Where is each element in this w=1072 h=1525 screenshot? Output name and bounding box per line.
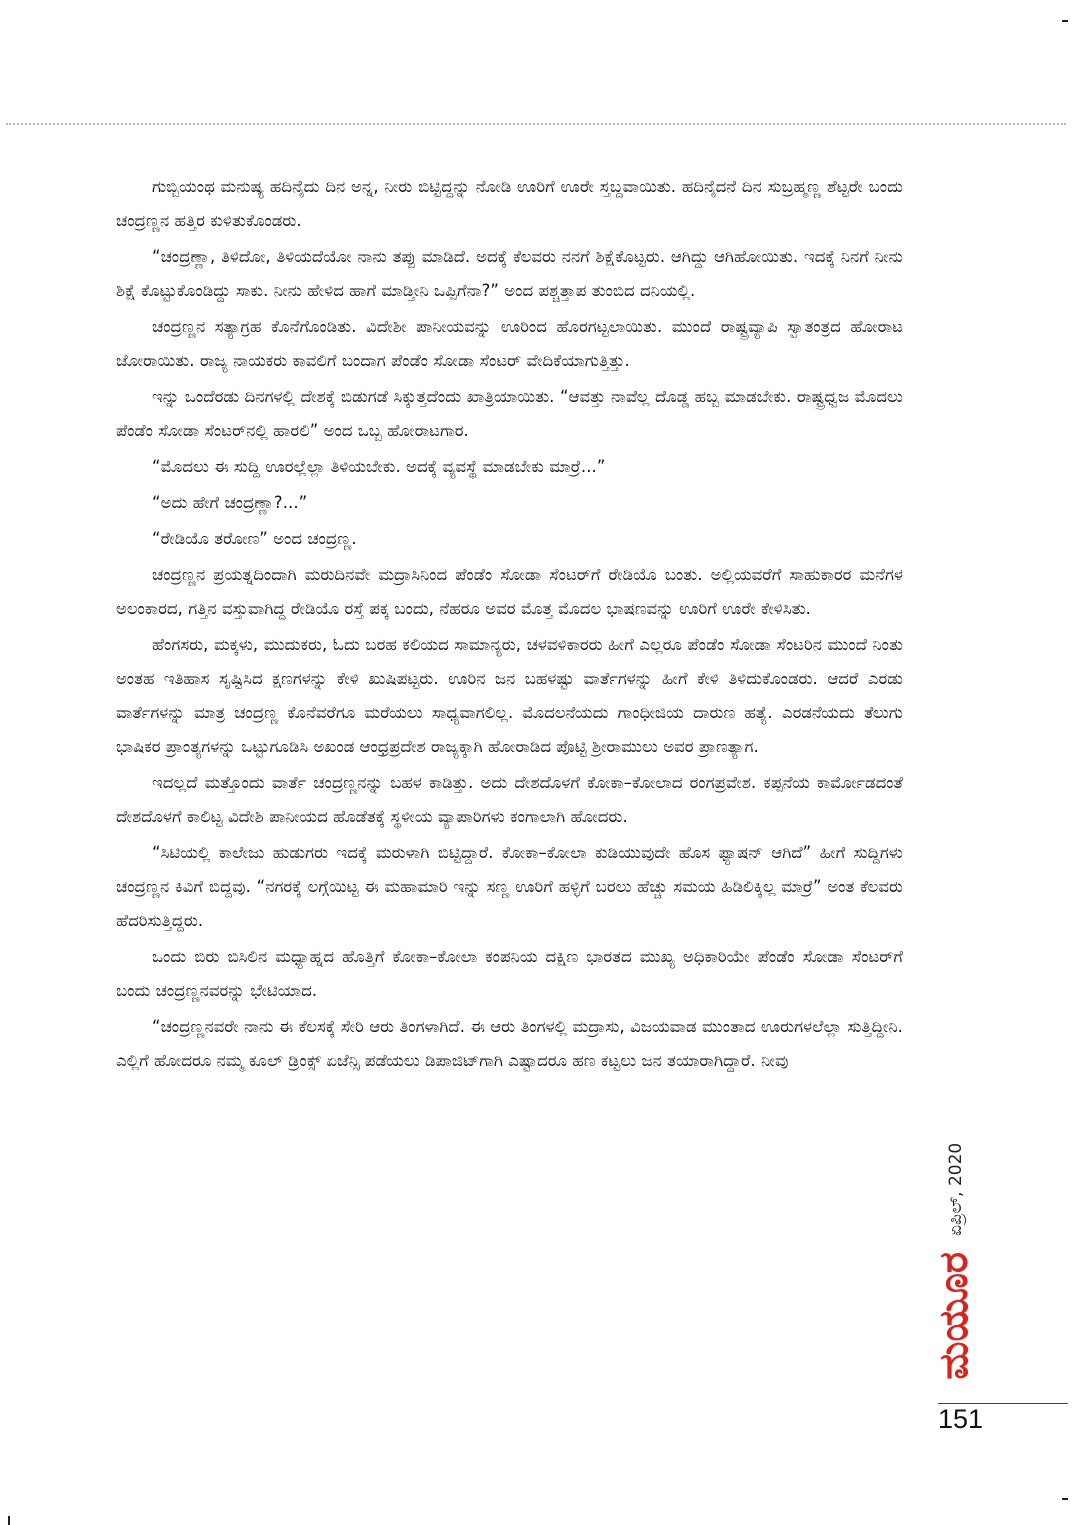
header-dotted-rule <box>6 123 1066 125</box>
sidebar-masthead <box>914 1092 977 1398</box>
issue-date: ಏಪ್ರಿಲ್, 2020 <box>946 1142 966 1236</box>
paragraph: “ಮೊದಲು ಈ ಸುದ್ದಿ ಊರಲ್ಲೆಲ್ಲಾ ತಿಳಿಯಬೇಕು. ಅದಕ್ಕೆ ವ್ಯವಸ್ಥೆ ಮಾಡಬೇಕು ಮಾರ್‍ರೆ...” <box>152 457 606 476</box>
paragraph: ಹೆಂಗಸರು, ಮಕ್ಕಳು, ಮುದುಕರು, ಓದು ಬರಹ ಕಲಿಯದ ಸಾಮಾನ್ಯರು, ಚಳವಳಿಕಾರರು ಹೀಗೆ ಎಲ್ಲರೂ ಪೆಂಡೆಂ ಸೋಡಾ ಸೆಂಟರಿನ ಮುಂದೆ ನಿಂತು ಅಂತಹ ಇತಿಹಾಸ ಸೃಷ್ಟಿಸಿದ ಕ್ಷಣಗಳನ್ನು ಕೇಳಿ ಖುಷಿಪಟ್ಟರು. ಊರಿನ ಜನ ಬಹಳಷ್ಟು ವಾರ್ತೆಗಳನ್ನು ಹೀಗೆ ಕೇಳಿ ತಿಳಿದುಕೊಂಡರು. ಆದರೆ ಎರಡು ವಾರ್ತೆಗಳನ್ನು ಮಾತ್ರ ಚಂದ್ರಣ್ಣ ಕೊನೆವರೆಗೂ ಮರೆಯಲು ಸಾಧ್ಯವಾಗಲಿಲ್ಲ. ಮೊದಲನೆಯದು ಗಾಂಧೀಜಿಯ ದಾರುಣ ಹತ್ಯೆ. ಎರಡನೆಯದು ತೆಲುಗು ಭಾಷಿಕರ ಪ್ರಾಂತ್ಯಗಳನ್ನು ಒಟ್ಟುಗೂಡಿಸಿ ಅಖಂಡ ಆಂಧ್ರಪ್ರದೇಶ ರಾಜ್ಯಕ್ಕಾಗಿ ಹೋರಾಡಿದ ಪೊಟ್ಟಿ ಶ್ರೀರಾಮುಲು ಅವರ ಪ್ರಾಣತ್ಯಾಗ. <box>116 635 903 756</box>
crop-mark-bottom-right <box>1062 1498 1068 1500</box>
paragraph: “ಚಂದ್ರಣ್ಣಾ, ತಿಳಿದೋ, ತಿಳಿಯದೆಯೋ ನಾನು ತಪ್ಪು ಮಾಡಿದೆ. ಅದಕ್ಕೆ ಕೆಲವರು ನನಗೆ ಶಿಕ್ಷೆಕೊಟ್ಟರು. ಆಗಿದ್ದು ಆಗಿಹೋಯಿತು. ಇದಕ್ಕೆ ನಿನಗೆ ನೀನು ಶಿಕ್ಷೆ ಕೊಟ್ಟುಕೊಂಡಿದ್ದು ಸಾಕು. ನೀನು ಹೇಳಿದ ಹಾಗೆ ಮಾಡ್ತೀನಿ ಒಪ್ಪಿಗೆನಾ?” ಅಂದ ಪಶ್ಚತ್ತಾಪ ತುಂಬಿದ ದನಿಯಲ್ಲಿ. <box>116 247 903 300</box>
paragraph: ಒಂದು ಬಿರು ಬಿಸಿಲಿನ ಮಧ್ಯಾಹ್ನದ ಹೊತ್ತಿಗೆ ಕೋಕಾ–ಕೋಲಾ ಕಂಪನಿಯ ದಕ್ಷಿಣ ಭಾರತದ ಮುಖ್ಯ ಅಧಿಕಾರಿಯೇ ಪೆಂಡೆಂ ಸೋಡಾ ಸೆಂಟರ್‌ಗೆ ಬಂದು ಚಂದ್ರಣ್ಣನವರನ್ನು ಭೇಟಿಯಾದ. <box>116 947 903 1000</box>
paragraph: “ಸಿಟಿಯಲ್ಲಿ ಕಾಲೇಜು ಹುಡುಗರು ಇದಕ್ಕೆ ಮರುಳಾಗಿ ಬಿಟ್ಟಿದ್ದಾರೆ. ಕೋಕಾ–ಕೋಲಾ ಕುಡಿಯುವುದೇ ಹೊಸ ಫ್ಯಾಷನ್ ಆಗಿದೆ” ಹೀಗೆ ಸುದ್ದಿಗಳು ಚಂದ್ರಣ್ಣನ ಕಿವಿಗೆ ಬಿದ್ದವು. “ನಗರಕ್ಕೆ ಲಗ್ಗೆಯಿಟ್ಟ ಈ ಮಹಾಮಾರಿ ಇನ್ನು ಸಣ್ಣ ಊರಿಗೆ ಹಳ್ಳಿಗೆ ಬರಲು ಹೆಚ್ಚು ಸಮಯ ಹಿಡಿಲಿಕ್ಕಿಲ್ಲ ಮಾರ್‍ರೆ” ಅಂತ ಕೆಲವರು ಹೆದರಿಸುತ್ತಿದ್ದರು. <box>116 843 903 930</box>
crop-mark-bottom-left <box>8 1516 10 1525</box>
page-number: 151 <box>938 1404 984 1434</box>
crop-mark-top-right <box>1062 20 1068 22</box>
paragraph: “ಅದು ಹೇಗೆ ಚಂದ್ರಣ್ಣಾ?...” <box>152 493 308 512</box>
paragraph: ಇದಲ್ಲದೆ ಮತ್ತೊಂದು ವಾರ್ತೆ ಚಂದ್ರಣ್ಣನನ್ನು ಬಹಳ ಕಾಡಿತ್ತು. ಅದು ದೇಶದೊಳಗೆ ಕೋಕಾ–ಕೋಲಾದ ರಂಗಪ್ರವೇಶ. ಕಪ್ಪನೆಯ ಕಾರ್ಮೋಡದಂತೆ ದೇಶದೊಳಗೆ ಕಾಲಿಟ್ಟ ವಿದೇಶಿ ಪಾನೀಯದ ಹೊಡೆತಕ್ಕೆ ಸ್ಥಳೀಯ ವ್ಯಾಪಾರಿಗಳು ಕಂಗಾಲಾಗಿ ಹೋದರು. <box>116 773 903 826</box>
paragraph: ಗುಬ್ಬಿಯಂಥ ಮನುಷ್ಯ ಹದಿನೈದು ದಿನ ಅನ್ನ, ನೀರು ಬಿಟ್ಟಿದ್ದನ್ನು ನೋಡಿ ಊರಿಗೆ ಊರೇ ಸ್ತಬ್ದವಾಯಿತು. ಹದಿನೈದನೆ ದಿನ ಸುಬ್ರಹ್ಮಣ್ಣ ಶೆಟ್ಟರೇ ಬಂದು ಚಂದ್ರಣ್ಣನ ಹತ್ತಿರ ಕುಳಿತುಕೊಂಡರು. <box>116 177 903 230</box>
paragraph: ಚಂದ್ರಣ್ಣನ ಪ್ರಯತ್ನದಿಂದಾಗಿ ಮರುದಿನವೇ ಮದ್ರಾಸಿನಿಂದ ಪೆಂಡೆಂ ಸೋಡಾ ಸೆಂಟರ್‌ಗೆ ರೇಡಿಯೊ ಬಂತು. ಅಲ್ಲಿಯವರೆಗೆ ಸಾಹುಕಾರರ ಮನೆಗಳ ಅಲಂಕಾರದ, ಗತ್ತಿನ ವಸ್ತುವಾಗಿದ್ದ ರೇಡಿಯೊ ರಸ್ತೆ ಪಕ್ಕ ಬಂದು, ನೆಹರೂ ಅವರ ಮೊತ್ತ ಮೊದಲ ಭಾಷಣವನ್ನು ಊರಿಗೆ ಊರೇ ಕೇಳಿಸಿತು. <box>116 565 903 618</box>
article-body <box>116 170 903 1080</box>
paragraph: “ರೇಡಿಯೊ ತರೋಣ” ಅಂದ ಚಂದ್ರಣ್ಣ. <box>152 529 357 548</box>
paragraph: ಇನ್ನು ಒಂದೆರಡು ದಿನಗಳಲ್ಲಿ ದೇಶಕ್ಕೆ ಬಿಡುಗಡೆ ಸಿಕ್ಕುತ್ತದೆಂದು ಖಾತ್ರಿಯಾಯಿತು. “ಆವತ್ತು ನಾವೆಲ್ಲ ದೊಡ್ಡ ಹಬ್ಬ ಮಾಡಬೇಕು. ರಾಷ್ಟ್ರಧ್ವಜ ಮೊದಲು ಪೆಂಡೆಂ ಸೋಡಾ ಸೆಂಟರ್‌ನಲ್ಲಿ ಹಾರಲಿ” ಅಂದ ಒಬ್ಬ ಹೋರಾಟಗಾರ. <box>116 387 903 440</box>
magazine-logo: ಮಯೂರ <box>931 1252 977 1380</box>
paragraph: ಚಂದ್ರಣ್ಣನ ಸತ್ಯಾಗ್ರಹ ಕೊನೆಗೊಂಡಿತು. ವಿದೇಶೀ ಪಾನೀಯವನ್ನು ಊರಿಂದ ಹೊರಗಟ್ಟಲಾಯಿತು. ಮುಂದೆ ರಾಷ್ಟ್ರವ್ಯಾಪಿ ಸ್ವಾತಂತ್ರದ ಹೋರಾಟ ಜೋರಾಯಿತು. ರಾಜ್ಯ ನಾಯಕರು ಕಾವಲಿಗೆ ಬಂದಾಗ ಪೆಂಡೆಂ ಸೋಡಾ ಸೆಂಟರ್ ವೇದಿಕೆಯಾಗುತ್ತಿತ್ತು. <box>116 317 903 370</box>
paragraph: “ಚಂದ್ರಣ್ಣನವರೇ ನಾನು ಈ ಕೆಲಸಕ್ಕೆ ಸೇರಿ ಆರು ತಿಂಗಳಾಗಿದೆ. ಈ ಆರು ತಿಂಗಳಲ್ಲಿ ಮದ್ರಾಸು, ವಿಜಯವಾಡ ಮುಂತಾದ ಊರುಗಳಲೆಲ್ಲಾ ಸುತ್ತಿದ್ದೀನಿ. ಎಲ್ಲಿಗೆ ಹೋದರೂ ನಮ್ಮ ಕೂಲ್ ಡ್ರಿಂಕ್ಸ್ ಏಜೆನ್ಸಿ ಪಡೆಯಲು ಡಿಪಾಜಿಟ್‌ಗಾಗಿ ಎಷ್ಟಾದರೂ ಹಣ ಕಟ್ಟಲು ಜನ ತಯಾರಾಗಿದ್ದಾರೆ. ನೀವು <box>116 1017 903 1070</box>
